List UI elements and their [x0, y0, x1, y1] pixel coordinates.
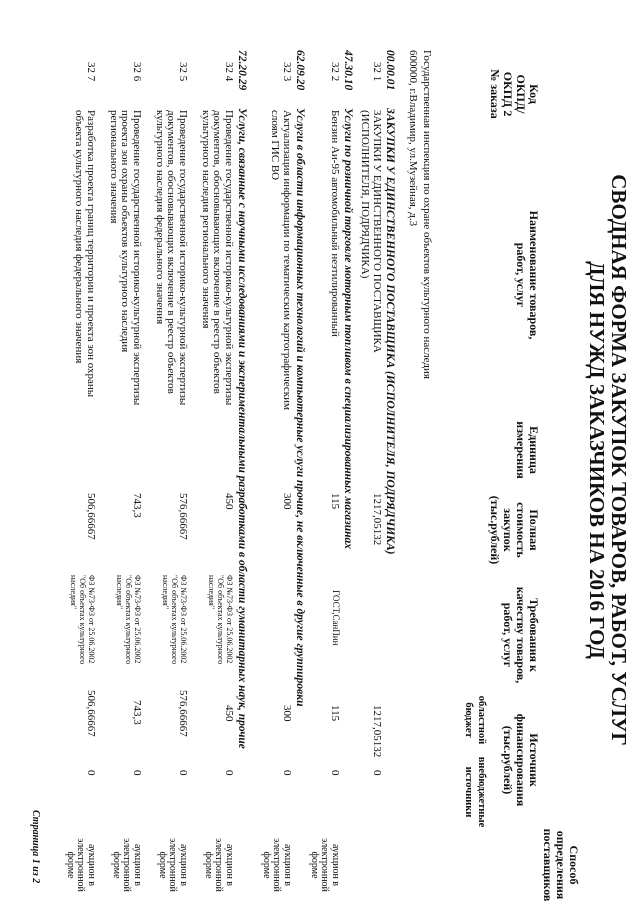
- row-number: 32 4: [223, 62, 235, 82]
- section-title: ЗАКУПКИ У ЕДИНСТВЕННОГО ПОСТАВЩИКА (ИСПОЛНИТЕЛЯ, ПОДРЯДЧИКА): [384, 108, 396, 555]
- row-method: аукцион в электронной форме: [65, 838, 97, 892]
- row-finance-extra: 0: [85, 770, 97, 776]
- header-code: Код ОКПД/ ОКПД 2 № заказа: [488, 69, 541, 119]
- row-cost: 743,3: [131, 493, 143, 518]
- section-code: 00.00.01: [384, 50, 396, 91]
- customer-name: Государственная инспекция по охране объектов культурного наследия: [421, 50, 433, 379]
- section-code: 62.09.20: [294, 50, 306, 91]
- row-cost: 1217,05132: [371, 493, 383, 546]
- customer-address: 600000, г.Владимир, ул.Музейная, д.3: [407, 50, 419, 227]
- row-finance-regional: 115: [329, 705, 341, 722]
- row-number: 32 7: [85, 62, 97, 82]
- section-title: Услуги по розничной торговле моторным топливом в специализированных магазинах: [342, 108, 354, 550]
- header-cost: Полная стоимость закупок (тыс.рублей): [488, 495, 541, 565]
- document-title: [586, 60, 630, 860]
- title-line-2: ДЛЯ НУЖД ЗАКАЗЧИКОВ НА 2016 ГОД: [585, 261, 609, 659]
- row-finance-extra: 0: [177, 770, 189, 776]
- section-code: 47.30.10: [342, 50, 354, 91]
- row-number: 32 5: [177, 62, 189, 82]
- section-code: 72.20.29: [236, 50, 248, 91]
- row-requirements: ФЗ №73-ФЗ от 25.06.2002 "Об объектах культурного наследия": [207, 575, 234, 665]
- page-number: Страница 1 из 2: [30, 810, 41, 884]
- row-name: Бензин Аи-95 автомобильный неэтилированный: [329, 110, 341, 337]
- row-number: 32 2: [329, 62, 341, 82]
- row-number: 32 6: [131, 62, 143, 82]
- row-name: Проведение государственной историко-культурной экспертизы проекта зон охраны объектов культурного наследия регионального значения: [107, 110, 143, 406]
- row-finance-regional: 576,66667: [177, 690, 189, 737]
- row-finance-extra: 0: [131, 770, 143, 776]
- row-method: аукцион в электронной форме: [157, 838, 189, 892]
- header-finance: Источник финансирования (тыс.рублей): [501, 713, 541, 807]
- row-cost: 506,66667: [85, 493, 97, 540]
- row-name: Проведение государственной историко-культурной экспертизы документов, обосновывающих включение в реестр объектов культурного наследия регионального значения: [199, 110, 235, 406]
- section-title: Услуги, связанные с научными исследованиями и экспериментальными разработками в области гуманитарных наук, прочие: [236, 108, 248, 749]
- row-finance-regional: 300: [281, 705, 293, 722]
- row-cost: 115: [329, 493, 341, 510]
- header-finance-regional: областной бюджет: [463, 695, 487, 745]
- title-line-1: СВОДНАЯ ФОРМА ЗАКУПОК ТОВАРОВ, РАБОТ, УСЛУГ: [607, 174, 631, 746]
- row-requirements: ФЗ №73-ФЗ от 25.06.2002 "Об объектах культурного наследия": [69, 575, 96, 665]
- row-finance-regional: 450: [223, 705, 235, 722]
- header-finance-extra: внебюджетные источники: [463, 756, 487, 828]
- row-method: аукцион в электронной форме: [309, 838, 341, 892]
- row-method: аукцион в электронной форме: [261, 838, 293, 892]
- row-finance-extra: 0: [223, 770, 235, 776]
- row-name: Актуализация информации по тематическим картографическим слоям ГИС ВО: [269, 110, 293, 411]
- row-cost: 300: [281, 493, 293, 510]
- row-method: аукцион в электронной форме: [203, 838, 235, 892]
- row-finance-regional: 743,3: [131, 700, 143, 725]
- row-finance-extra: 0: [329, 770, 341, 776]
- row-finance-extra: 0: [281, 770, 293, 776]
- row-number: 32 3: [281, 62, 293, 82]
- header-name: Наименование товаров, работ, услуг: [514, 210, 541, 340]
- header-requirements: Требования к качеству товаров, работ, услуг: [501, 586, 541, 684]
- section-title: Услуги в области информационных технологий и компьютерные услуги прочие, не включенные в другие группировки: [294, 108, 306, 707]
- row-finance-regional: 1217,05132: [371, 705, 383, 758]
- row-requirements: ГОСТ,СанПин: [331, 590, 341, 646]
- row-name: ЗАКУПКИ У ЕДИНСТВЕННОГО ПОСТАВЩИКА (ИСПОЛНИТЕЛЯ, ПОДРЯДЧИКА): [359, 110, 383, 353]
- row-name: Разработка проекта границ территории и проекта зон охраны объекта культурного наследия федерального значения: [73, 110, 97, 398]
- row-finance-regional: 506,66667: [85, 690, 97, 737]
- row-method: аукцион в электронной форме: [111, 838, 143, 892]
- row-requirements: ФЗ №73-ФЗ от 25.06.2002 "Об объектах культурного наследия": [161, 575, 188, 665]
- header-unit: Единица измерения: [514, 421, 541, 479]
- header-method: Способ определения поставщиков: [541, 828, 581, 902]
- row-cost: 576,66667: [177, 493, 189, 540]
- row-cost: 450: [223, 493, 235, 510]
- row-finance-extra: 0: [371, 770, 383, 776]
- row-requirements: ФЗ №73-ФЗ от 25.06.2002 "Об объектах культурного наследия": [115, 575, 142, 665]
- row-name: Проведение государственной историко-культурной экспертизы документов, обосновывающих включение в реестр объектов культурного наследия федерального значения: [153, 110, 189, 406]
- row-number: 32 1: [371, 62, 383, 82]
